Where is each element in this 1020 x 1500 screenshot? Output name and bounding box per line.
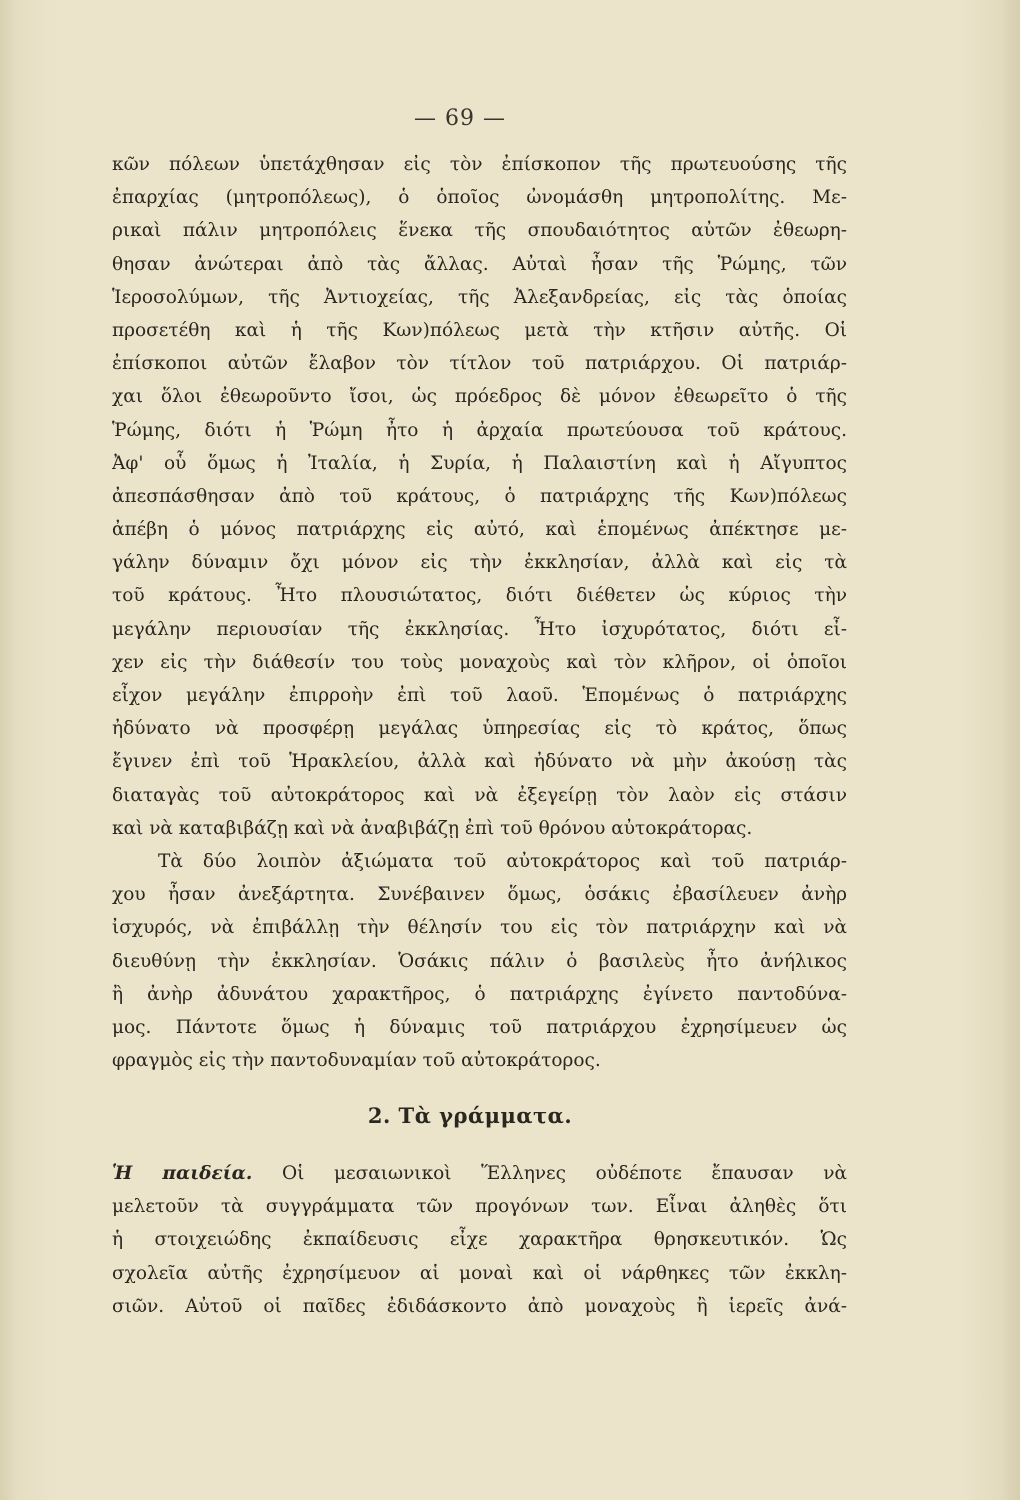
text-line: μελετοῦν τὰ συγγράμματα τῶν προγόνων των. Εἶναι ἀληθὲς ὅτι	[112, 1196, 847, 1218]
text-line: ἡ στοιχειώδης ἐκπαίδευσις εἶχε χαρακτῆρα θρησκευτικόν. Ὡς	[112, 1229, 847, 1251]
paragraph-3-lines	[112, 1190, 847, 1323]
text-line: σιῶν. Αὐτοῦ οἱ παῖδες ἐδιδάσκοντο ἀπὸ μοναχοὺς ἢ ἱερεῖς ἀνά-	[112, 1295, 847, 1317]
text-line: καὶ νὰ καταβιβάζῃ καὶ νὰ ἀναβιβάζῃ ἐπὶ τοῦ θρόνου αὐτοκράτορας.	[112, 817, 753, 839]
paragraph-2	[112, 845, 847, 1077]
paragraph-1	[112, 148, 847, 845]
text-line: Ἱεροσολύμων, τῆς Ἀντιοχείας, τῆς Ἀλεξανδρείας, εἰς τὰς ὁποίας	[112, 286, 847, 308]
page-number: — 69 —	[414, 106, 506, 131]
text-line: φραγμὸς εἰς τὴν παντοδυναμίαν τοῦ αὐτοκράτορος.	[112, 1050, 601, 1072]
text-line: μεγάλην περιουσίαν τῆς ἐκκλησίας. Ἦτο ἰσχυρότατος, διότι εἶ-	[112, 618, 847, 640]
text-line: Ῥώμης, διότι ἡ Ῥώμη ἦτο ἡ ἀρχαία πρωτεύουσα τοῦ κράτους.	[112, 419, 847, 441]
text-line: ἰσχυρός, νὰ ἐπιβάλλῃ τὴν θέλησίν του εἰς τὸν πατριάρχην καὶ νὰ	[112, 917, 847, 939]
text-line: κῶν πόλεων ὑπετάχθησαν εἰς τὸν ἐπίσκοπον τῆς πρωτευούσης τῆς	[112, 154, 847, 175]
text-line: Ἀφ' οὗ ὅμως ἡ Ἰταλία, ἡ Συρία, ἡ Παλαιστίνη καὶ ἡ Αἴγυπτος	[112, 452, 847, 474]
text-line: θησαν ἀνώτεραι ἀπὸ τὰς ἄλλας. Αὐταὶ ἦσαν τῆς Ῥώμης, τῶν	[112, 253, 847, 275]
text-line: διαταγὰς τοῦ αὐτοκράτορος καὶ νὰ ἐξεγείρῃ τὸν λαὸν εἰς στάσιν	[112, 784, 847, 806]
text-line: ἔγινεν ἐπὶ τοῦ Ἡρακλείου, ἀλλὰ καὶ ἠδύνατο νὰ μὴν ἀκούσῃ τὰς	[112, 751, 847, 773]
text-line: ἐπαρχίας (μητροπόλεως), ὁ ὁποῖος ὠνομάσθη μητροπολίτης. Με-	[112, 187, 847, 209]
text-line: τοῦ κράτους. Ἦτο πλουσιώτατος, διότι διέθετεν ὡς κύριος τὴν	[112, 585, 847, 607]
text-line: ἐπίσκοποι αὐτῶν ἔλαβον τὸν τίτλον τοῦ πατριάρχου. Οἱ πατριάρ-	[112, 353, 847, 375]
text-line: ρικαὶ πάλιν μητροπόλεις ἕνεκα τῆς σπουδαιότητος αὐτῶν ἐθεωρη-	[112, 220, 847, 242]
text-line: διευθύνῃ τὴν ἐκκλησίαν. Ὁσάκις πάλιν ὁ βασιλεὺς ἦτο ἀνήλικος	[112, 950, 847, 972]
text-line: μος. Πάντοτε ὅμως ἡ δύναμις τοῦ πατριάρχου ἐχρησίμευεν ὡς	[112, 1016, 847, 1038]
text-line: εἶχον μεγάλην ἐπιρροὴν ἐπὶ τοῦ λαοῦ. Ἑπομένως ὁ πατριάρχης	[112, 685, 847, 706]
subhead-paideia: Ἡ παιδεία.	[112, 1163, 253, 1184]
text-line: ἢ ἀνὴρ ἀδυνάτου χαρακτῆρος, ὁ πατριάρχης ἐγίνετο παντοδύνα-	[112, 983, 847, 1005]
text-line	[112, 1157, 847, 1190]
text-line: σχολεῖα αὐτῆς ἐχρησίμευον αἱ μοναὶ καὶ οἱ νάρθηκες τῶν ἐκκλη-	[112, 1262, 847, 1284]
text-line: ἀπεσπάσθησαν ἀπὸ τοῦ κράτους, ὁ πατριάρχης τῆς Κων)πόλεως	[112, 485, 847, 507]
text-line: χαι ὅλοι ἐθεωροῦντο ἴσοι, ὡς πρόεδρος δὲ μόνον ἐθεωρεῖτο ὁ τῆς	[112, 386, 847, 408]
text-line: γάλην δύναμιν ὄχι μόνον εἰς τὴν ἐκκλησίαν, ἀλλὰ καὶ εἰς τὰ	[112, 552, 847, 574]
text-line: Τὰ δύο λοιπὸν ἀξιώματα τοῦ αὐτοκράτορος καὶ τοῦ πατριάρ-	[158, 850, 847, 872]
text-line: χου ἦσαν ἀνεξάρτητα. Συνέβαινεν ὅμως, ὁσάκις ἐβασίλευεν ἀνὴρ	[112, 884, 847, 906]
text-line: ἠδύνατο νὰ προσφέρῃ μεγάλας ὑπηρεσίας εἰς τὸ κράτος, ὅπως	[112, 718, 847, 740]
section-heading: 2. Τὰ γράμματα.	[367, 1103, 573, 1128]
body-text	[112, 148, 847, 1077]
text-line: ἀπέβη ὁ μόνος πατριάρχης εἰς αὐτό, καὶ ἑπομένως ἀπέκτησε με-	[112, 519, 847, 541]
paragraph-3	[112, 1157, 847, 1323]
text-line: χεν εἰς τὴν διάθεσίν του τοὺς μοναχοὺς καὶ τὸν κλῆρον, οἱ ὁποῖοι	[112, 651, 847, 673]
text-line-rest: Οἱ μεσαιωνικοὶ Ἕλληνες οὐδέποτε ἔπαυσαν νὰ	[281, 1163, 847, 1184]
text-line: προσετέθη καὶ ἡ τῆς Κων)πόλεως μετὰ τὴν κτῆσιν αὐτῆς. Οἱ	[112, 319, 847, 341]
